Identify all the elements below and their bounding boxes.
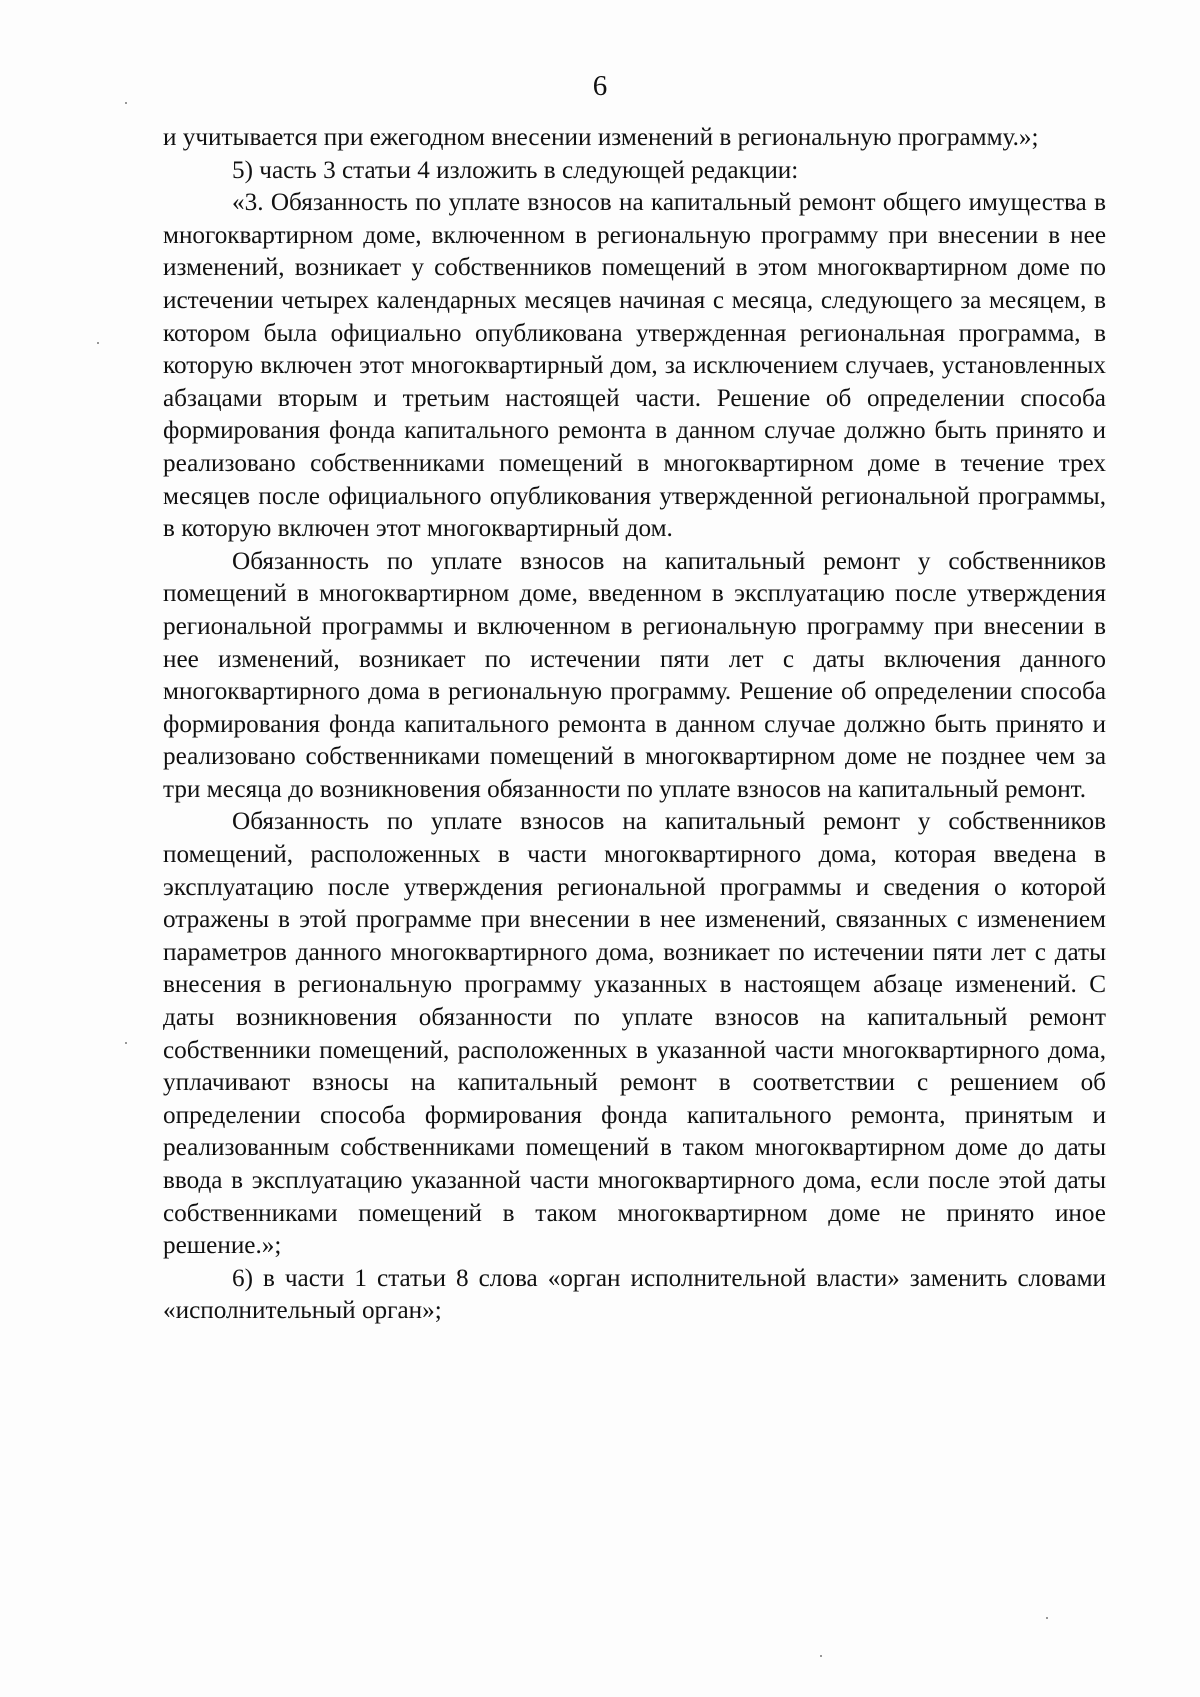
scan-speck [97,342,99,344]
scan-speck [1046,1617,1048,1619]
scan-speck [125,1042,127,1044]
page-number: 6 [592,70,608,102]
document-body [163,122,1106,1328]
paragraph-item-6: 6) в части 1 статьи 8 слова «орган исполнительной власти» заменить словами «исполнительный орган»; [163,1264,1106,1325]
paragraph-continued: и учитывается при ежегодном внесении изменений в региональную программу.»; [163,124,1039,151]
scan-speck [125,102,127,104]
paragraph-item-5: 5) часть 3 статьи 4 изложить в следующей редакции: [232,156,799,184]
paragraph-part-3-first: «3. Обязанность по уплате взносов на капитальный ремонт общего имущества в многоквартирном доме, включенном в региональную программу при внесении в нее изменений, возникает у собственников помещений в этом многоквартирном доме по истечении четырех календарных месяцев начиная с месяца, следующего за месяцем, в котором была официально опубликована утвержденная региональная программа, в которую включен этот многоквартирный дом, за исключением случаев, установленных абзацами вторым и третьим настоящей части. Решение об определении способа формирования фонда капитального ремонта в данном случае должно быть принято и реализовано собственниками помещений в многоквартирном доме в течение трех месяцев после официального опубликования утвержденной региональной программы, в которую включен этот многоквартирный дом. [163,189,1106,543]
paragraph-part-3-second: Обязанность по уплате взносов на капитальный ремонт у собственников помещений в многоквартирном доме, введенном в эксплуатацию после утверждения региональной программы и включенном в региональную программу при внесении в нее изменений, возникает по истечении пяти лет с даты включения данного многоквартирного дома в региональную программу. Решение об определении способа формирования фонда капитального ремонта в данном случае должно быть принято и реализовано собственниками помещений в многоквартирном доме не позднее чем за три месяца до возникновения обязанности по уплате взносов на капитальный ремонт. [163,547,1106,803]
paragraph-part-3-third: Обязанность по уплате взносов на капитальный ремонт у собственников помещений, расположенных в части многоквартирного дома, которая введена в эксплуатацию после утверждения региональной программы и сведения о которой отражены в этой программе при внесении в нее изменений, связанных с изменением параметров данного многоквартирного дома, возникает по истечении пяти лет с даты внесения в региональную программу указанных в настоящем абзаце изменений. С даты возникновения обязанности по уплате взносов на капитальный ремонт собственники помещений, расположенных в указанной части многоквартирного дома, уплачивают взносы на капитальный ремонт в соответствии с решением об определении способа формирования фонда капитального ремонта, принятым и реализованным собственниками помещений в таком многоквартирном доме до даты ввода в эксплуатацию указанной части многоквартирного дома, если после этой даты собственниками помещений в таком многоквартирном доме не принято иное решение.»; [163,808,1106,1260]
scan-speck [820,1655,822,1657]
